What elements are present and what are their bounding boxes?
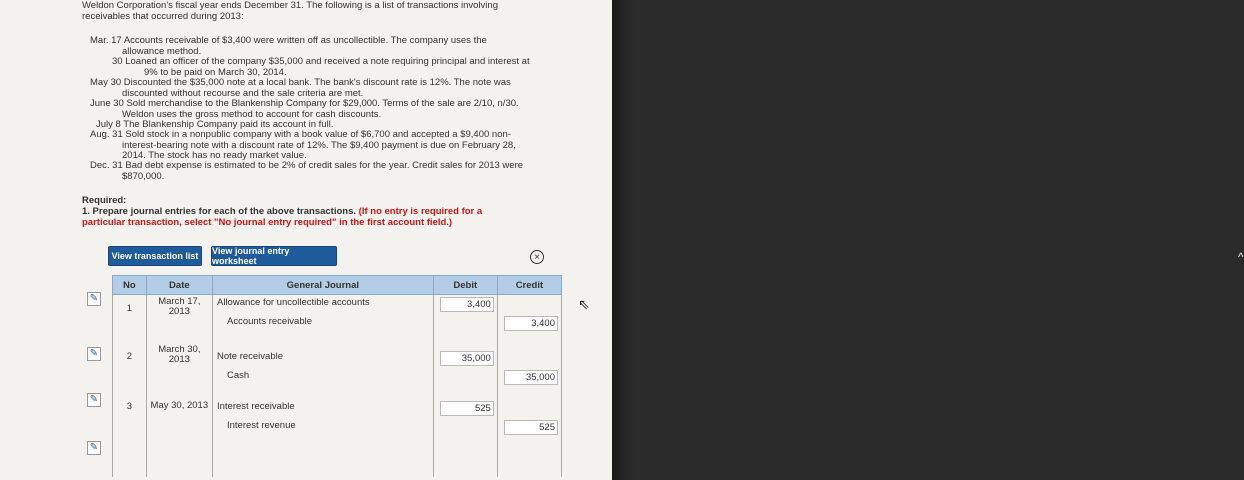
entry-date: March 17, 2013 [146, 295, 212, 334]
debit-account[interactable]: Interest receivable [213, 397, 434, 418]
transaction-date: July 8 [96, 119, 121, 130]
mouse-cursor-icon: ⇖ [578, 296, 590, 312]
debit-amount[interactable] [433, 343, 497, 368]
debit-amount-empty[interactable] [433, 368, 497, 387]
transaction-text: Sold stock in a nonpublic company with a book value of $6,700 and accepted a $9,400 non- [125, 129, 511, 140]
transaction-date: 30 [112, 56, 123, 67]
edit-icon[interactable]: ✎ [87, 292, 101, 306]
credit-amount[interactable] [497, 418, 561, 437]
table-row [113, 447, 562, 477]
transaction-date: May 30 [90, 77, 122, 88]
transaction-text-cont: allowance method. [122, 45, 202, 57]
transaction-text: Accounts receivable of $3,400 were written off as uncollectible. The company uses the [123, 35, 487, 46]
transaction-item [90, 36, 530, 57]
scroll-up-icon[interactable]: ^ [1238, 250, 1244, 264]
transaction-text-cont: interest-bearing note with a discount rate of 12%. The $9,400 payment is due on February 28, 2014. The stock has no ready market value. [122, 139, 516, 161]
credit-amount-empty[interactable] [497, 343, 561, 368]
debit-account[interactable]: Note receivable [213, 343, 434, 368]
transaction-text-cont: discounted without recourse and the sale criteria are met. [122, 87, 364, 99]
transaction-item [90, 130, 530, 162]
transaction-text-cont: 9% to be paid on March 30, 2014. [144, 66, 287, 78]
column-header-date: Date [146, 276, 212, 295]
entry-date: March 30, 2013 [146, 343, 212, 387]
transaction-item [90, 99, 530, 120]
entry-number: 1 [113, 295, 147, 334]
edit-icon[interactable]: ✎ [87, 393, 101, 407]
transaction-item [90, 78, 530, 99]
required-heading: Required: [82, 195, 127, 206]
journal-table-container [87, 275, 555, 480]
view-transaction-list-button[interactable]: View transaction list [108, 246, 202, 266]
transaction-text: The Blankenship Company paid its account in full. [123, 119, 334, 130]
transaction-text: Loaned an officer of the company $35,000 and received a note requiring principal and interest at [125, 56, 530, 67]
credit-account[interactable]: Interest revenue [213, 418, 434, 437]
transaction-text-cont: Weldon uses the gross method to account for cash discounts. [122, 108, 382, 120]
credit-account[interactable]: Cash [213, 368, 434, 387]
entry-number: 3 [113, 397, 147, 437]
transaction-text: Discounted the $35,000 note at a local bank. The bank's discount rate is 12%. The note was [123, 77, 511, 88]
column-header-debit: Debit [433, 276, 497, 295]
table-row [113, 295, 562, 315]
credit-amount-value: 3,400 [504, 316, 558, 331]
entry-number: 2 [113, 343, 147, 387]
transaction-item [90, 57, 532, 78]
transaction-text: Sold merchandise to the Blankenship Company for $29,000. Terms of the sale are 2/10, n/30. [126, 98, 519, 109]
transaction-date: June 30 [90, 98, 124, 109]
column-header-no: No [113, 276, 147, 295]
required-instruction: 1. Prepare journal entries for each of the above transactions. [82, 206, 357, 217]
debit-amount-empty[interactable] [433, 314, 497, 333]
credit-account[interactable]: Accounts receivable [213, 314, 434, 333]
column-header-credit: Credit [497, 276, 561, 295]
monitor-bezel [612, 0, 1244, 480]
edit-icon[interactable]: ✎ [87, 441, 101, 455]
view-journal-entry-worksheet-button[interactable]: View journal entry worksheet [211, 246, 337, 266]
transaction-date: Aug. 31 [90, 129, 123, 140]
transaction-text-cont: $870,000. [122, 170, 165, 182]
credit-amount-empty[interactable] [497, 295, 561, 315]
edit-icon[interactable]: ✎ [87, 347, 101, 361]
debit-amount-value: 35,000 [440, 351, 494, 366]
required-section [82, 195, 522, 228]
credit-amount-value: 525 [504, 420, 558, 435]
debit-amount-value: 525 [440, 401, 494, 416]
transaction-item [90, 161, 530, 182]
required-note: (If no entry is required for a particular transaction, select "No journal entry required" in the first account field.) [82, 206, 483, 228]
transaction-text: Bad debt expense is estimated to be 2% of credit sales for the year. Credit sales for 2013 were [125, 160, 524, 171]
debit-amount[interactable] [433, 295, 497, 315]
transaction-date: Dec. 31 [90, 160, 123, 171]
entry-date: May 30, 2013 [146, 397, 212, 437]
journal-table [112, 275, 562, 477]
problem-intro: Weldon Corporation's fiscal year ends December 31. The following is a list of transactions involving receivables that occurred during 2013: [82, 0, 498, 22]
table-row [113, 343, 562, 368]
screen [0, 0, 612, 480]
column-header-general-journal: General Journal [213, 276, 434, 295]
transaction-date: Mar. 17 [90, 35, 122, 46]
debit-amount[interactable] [433, 397, 497, 418]
credit-amount[interactable] [497, 314, 561, 333]
debit-amount-empty[interactable] [433, 418, 497, 437]
credit-amount-empty[interactable] [497, 397, 561, 418]
debit-account[interactable]: Allowance for uncollectible accounts [213, 295, 434, 315]
credit-amount[interactable] [497, 368, 561, 387]
close-icon[interactable]: × [530, 250, 544, 264]
debit-amount-value: 3,400 [440, 297, 494, 312]
credit-amount-value: 35,000 [504, 370, 558, 385]
table-row [113, 397, 562, 418]
